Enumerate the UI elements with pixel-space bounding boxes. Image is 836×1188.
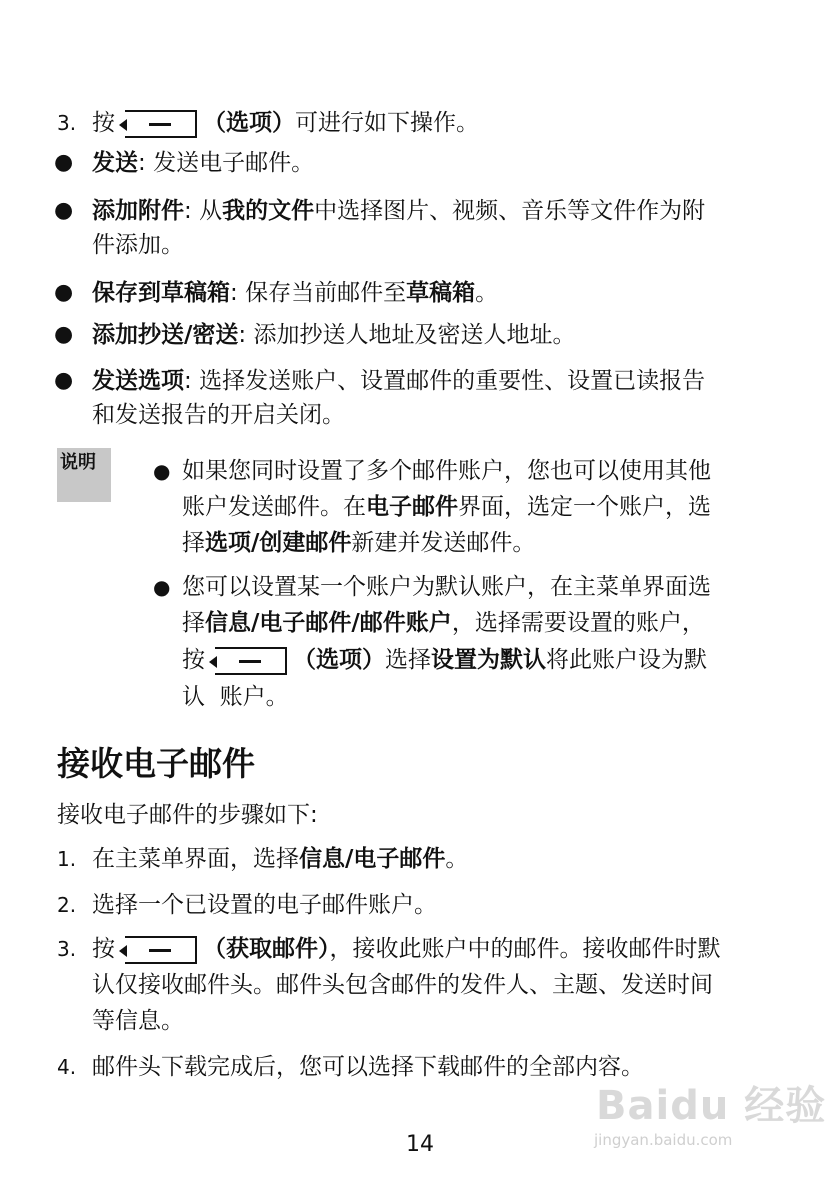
note-text: 将此账户设为默 [546,647,707,673]
note-text: 界面，选定一个账户，选 [458,494,711,520]
step-number: 1. [57,847,77,871]
watermark-logo: Baidu 经验 [596,1083,827,1129]
note-text: 账户发送邮件。在 [182,494,366,520]
section-intro: 接收电子邮件的步骤如下: [57,802,318,828]
note-bold: 设置为默认 [431,647,546,673]
page-number: 14 [406,1132,434,1157]
note-bold: 电子邮件 [366,494,458,520]
bullet-text: 添加抄送人地址及密送人地址。 [253,322,576,348]
bullet-icon: ● [54,322,74,347]
bullet-icon: ● [54,368,74,393]
note-text: 择 [182,610,205,636]
bullet-bold: 草稿箱 [406,280,476,306]
step-text: 按 [92,936,115,962]
note-bold: 信息/电子邮件/邮件账户 [205,610,452,636]
step-3-line [92,108,479,138]
bullet-icon: ● [54,150,74,175]
bullet-icon: ● [54,280,74,305]
note-text: 按 [182,647,205,673]
note-line [182,645,707,675]
note-text: 新建并发送邮件。 [351,530,536,556]
bullet-text: 保存当前邮件至 [245,280,407,306]
step-number: 2. [57,893,77,917]
step-bold: 信息/电子邮件 [299,846,446,872]
bullet-icon: ● [54,198,74,223]
step-number: 4. [57,1055,77,1079]
bullet-item [92,196,705,226]
bullet-term: 添加附件 [92,198,184,224]
key-label: （获取邮件） [203,936,330,962]
note-bold: 选项/创建邮件 [205,530,352,556]
separator: : [184,368,200,394]
note-badge [57,448,111,502]
note-line: 认 账户。 [182,684,289,710]
left-softkey-icon [125,110,197,138]
note-label: 说明 [60,452,96,473]
note-line [182,528,535,558]
bullet-text: 。 [475,280,499,306]
step-line: 选择一个已设置的电子邮件账户。 [92,892,437,918]
watermark-url: jingyan.baidu.com [594,1131,733,1149]
section-heading: 接收电子邮件 [57,744,255,783]
left-softkey-icon [215,647,287,675]
bullet-item [92,366,705,396]
bullet-text: 发送电子邮件。 [153,150,315,176]
step-line [92,934,721,964]
key-label: （选项） [203,110,295,136]
step-text: ，接收此账户中的邮件。接收邮件时默 [329,936,721,962]
bullet-term: 保存到草稿箱 [92,280,230,306]
step-number: 3. [57,111,77,135]
step-continuation: 等信息。 [92,1008,184,1034]
note-text: 选择 [385,647,431,673]
note-line [182,608,705,638]
bullet-term: 发送 [92,150,138,176]
step-text: 可进行如下操作。 [295,110,479,136]
step-text: 。 [445,846,469,872]
separator: : [138,150,154,176]
bullet-item [92,320,575,350]
separator: : [184,198,200,224]
bullet-continuation: 和发送报告的开启关闭。 [92,402,345,428]
note-text: 择 [182,530,205,556]
bullet-text: 选择发送账户、设置邮件的重要性、设置已读报告 [199,368,706,394]
key-label: （选项） [293,647,385,673]
bullet-text: 从 [199,198,223,224]
step-number: 3. [57,937,77,961]
left-softkey-icon [125,936,197,964]
step-text: 按 [92,110,115,136]
bullet-continuation: 件添加。 [92,232,184,258]
step-line: 邮件头下载完成后，您可以选择下载邮件的全部内容。 [92,1054,644,1080]
bullet-icon: ● [153,459,171,483]
bullet-term: 添加抄送/密送 [92,322,239,348]
bullet-bold: 我的文件 [222,198,315,224]
note-text: ，选择需要设置的账户， [451,610,705,636]
step-text: 在主菜单界面，选择 [92,846,299,872]
note-line: 如果您同时设置了多个邮件账户，您也可以使用其他 [182,458,711,484]
note-line [182,492,711,522]
step-line [92,844,468,874]
step-continuation: 认仅接收邮件头。邮件头包含邮件的发件人、主题、发送时间 [92,972,713,998]
bullet-item [92,148,314,178]
bullet-term: 发送选项 [92,368,184,394]
separator: : [238,322,254,348]
bullet-icon: ● [153,575,171,599]
separator: : [230,280,246,306]
bullet-text: 中选择图片、视频、音乐等文件作为附 [314,198,706,224]
bullet-item [92,278,498,308]
note-line: 您可以设置某一个账户为默认账户，在主菜单界面选 [182,574,711,600]
